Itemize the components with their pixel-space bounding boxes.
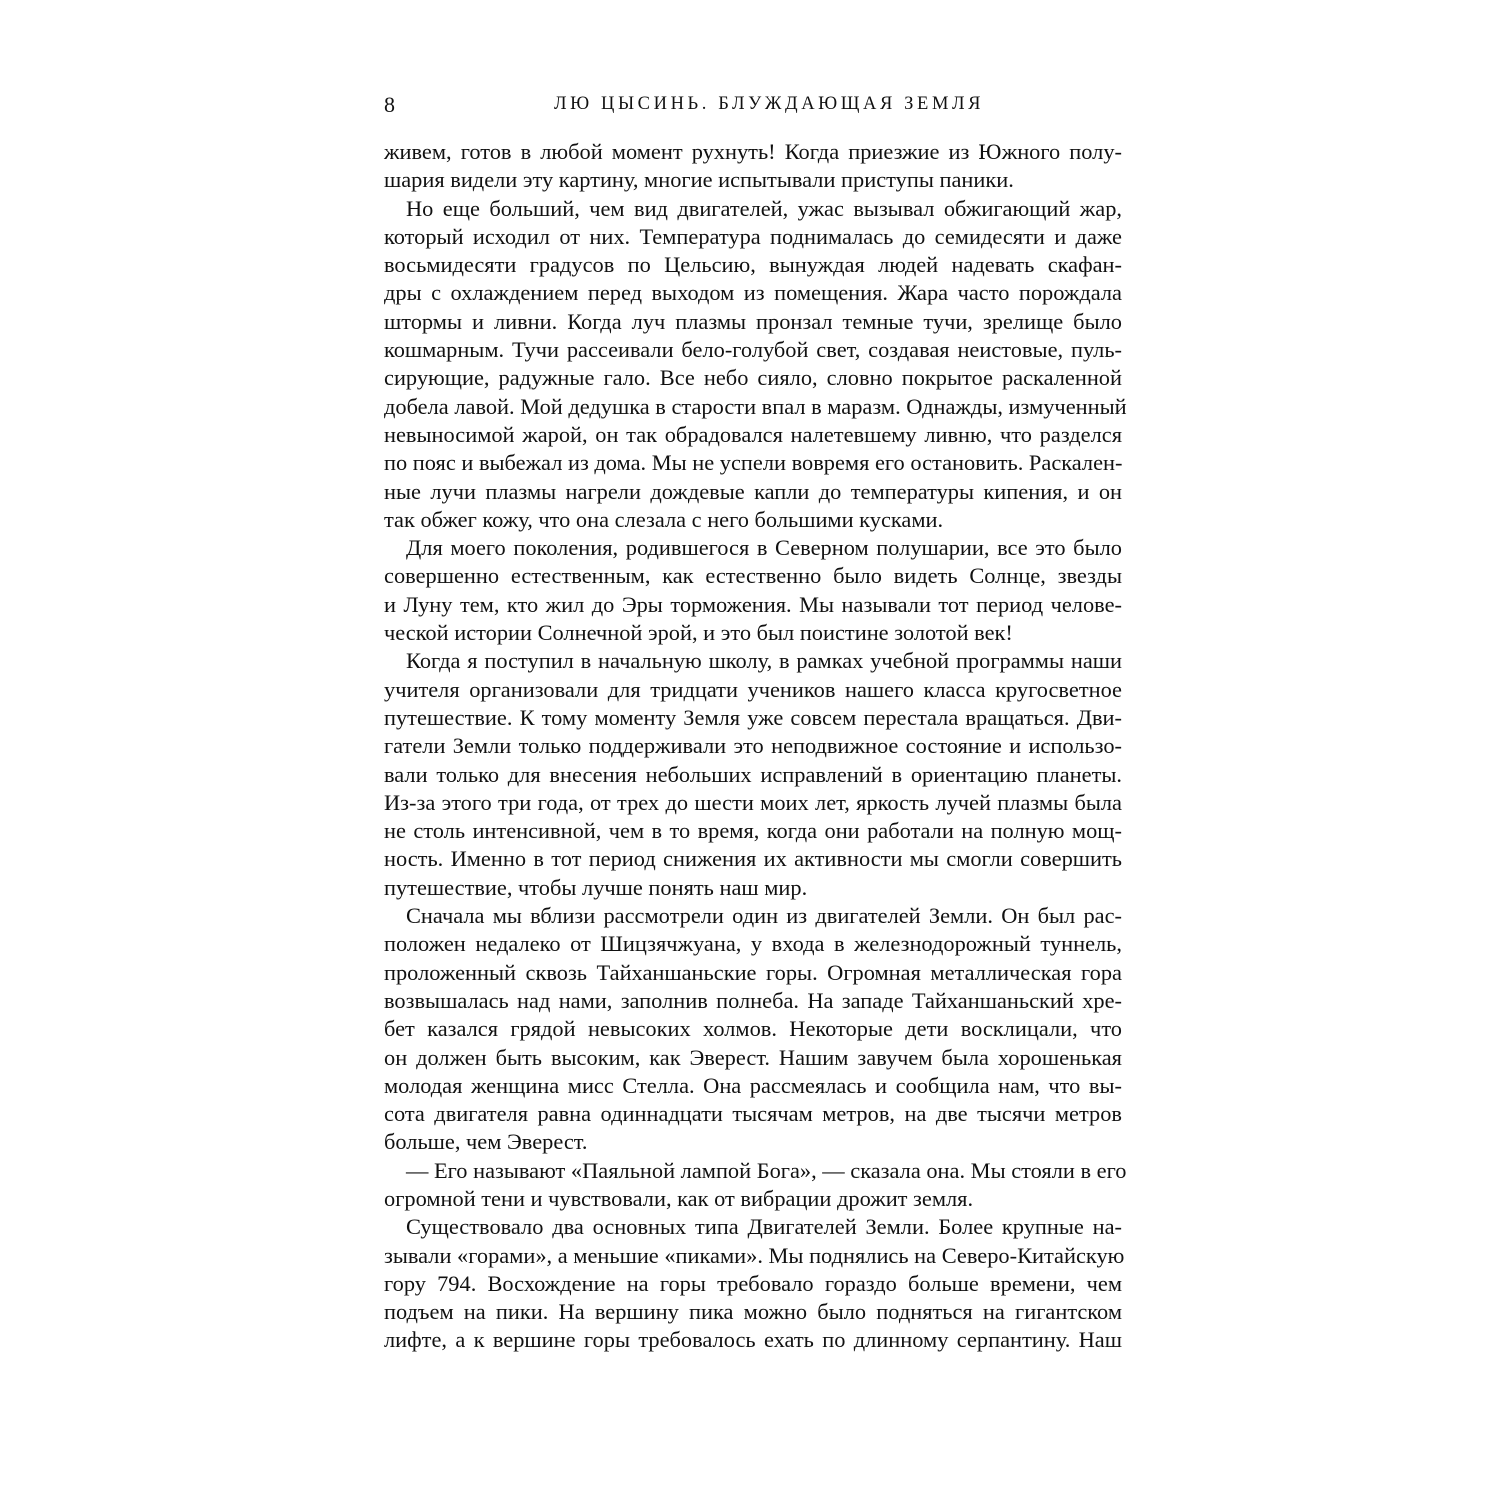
text-line: добела лавой. Мой дедушка в старости впал в маразм. Однажды, измученный xyxy=(384,393,1127,419)
text-line: кошмарным. Тучи рассеивали бело-голубой свет, создавая неистовые, пуль- xyxy=(384,337,1122,363)
text-line: восьмидесяти градусов по Цельсию, вынуждая людей надевать скафан- xyxy=(384,252,1122,278)
text-line: бет казался грядой невысоких холмов. Некоторые дети восклицали, что xyxy=(384,1016,1122,1042)
text-line: гору 794. Восхождение на горы требовало гораздо больше времени, чем xyxy=(384,1270,1122,1296)
text-line: ческой истории Солнечной эрой, и это был поистине золотой век! xyxy=(384,620,1013,646)
text-line: возвышалась над нами, заполнив полнеба. На западе Тайханшаньский хре- xyxy=(384,987,1122,1013)
paragraph-first-line: — Его называют «Паяльной лампой Бога», — сказала она. Мы стояли в его xyxy=(406,1157,1127,1183)
text-line: он должен быть высоким, как Эверест. Нашим завучем была хорошенькая xyxy=(384,1044,1122,1070)
text-line: шария видели эту картину, многие испытывали приступы паники. xyxy=(384,167,1014,193)
text-body xyxy=(384,138,1127,1355)
paragraph-first-line: Сначала мы вблизи рассмотрели один из двигателей Земли. Он был рас- xyxy=(406,903,1122,929)
paragraph-first-line: Когда я поступил в начальную школу, в рамках учебной программы наши xyxy=(406,648,1122,674)
text-line: штормы и ливни. Когда луч плазмы пронзал темные тучи, зрелище было xyxy=(384,308,1122,334)
text-line: живем, готов в любой момент рухнуть! Когда приезжие из Южного полу- xyxy=(384,139,1122,164)
text-line: который исходил от них. Температура поднималась до семидесяти и даже xyxy=(384,223,1122,249)
text-line: больше, чем Эверест. xyxy=(384,1129,588,1155)
page-number: 8 xyxy=(384,92,395,117)
text-line: не столь интенсивной, чем в то время, когда они работали на полную мощ- xyxy=(384,818,1122,844)
text-line: путешествие. К тому моменту Земля уже совсем перестала вращаться. Дви- xyxy=(384,704,1122,730)
text-line: ные лучи плазмы нагрели дождевые капли до температуры кипения, и он xyxy=(384,478,1122,504)
text-line: сирующие, радужные гало. Все небо сияло, словно покрытое раскаленной xyxy=(384,365,1122,391)
text-line: сота двигателя равна одиннадцати тысячам метров, на две тысячи метров xyxy=(384,1101,1122,1127)
text-line: гатели Земли только поддерживали это неподвижное состояние и использо- xyxy=(384,733,1122,759)
text-line: так обжег кожу, что она слезала с него большими кусками. xyxy=(384,506,944,532)
text-line: невыносимой жарой, он так обрадовался налетевшему ливню, что разделся xyxy=(384,421,1122,447)
text-line: зывали «горами», а меньшие «пиками». Мы поднялись на Северо-Китайскую xyxy=(384,1242,1125,1268)
text-line: подъем на пики. На вершину пика можно было подняться на гигантском xyxy=(384,1299,1122,1325)
paragraph-first-line: Для моего поколения, родившегося в Северном полушарии, все это было xyxy=(406,535,1122,561)
text-line: ность. Именно в тот период снижения их активности мы смогли совершить xyxy=(384,846,1122,872)
paragraph-first-line: Но еще больший, чем вид двигателей, ужас вызывал обжигающий жар, xyxy=(406,195,1122,221)
text-line: молодая женщина мисс Стелла. Она рассмеялась и сообщила нам, что вы- xyxy=(384,1072,1122,1098)
paragraph-first-line: Существовало два основных типа Двигателей Земли. Более крупные на- xyxy=(406,1214,1122,1240)
text-line: Из-за этого три года, от трех до шести моих лет, яркость лучей плазмы была xyxy=(384,789,1122,815)
text-line: огромной тени и чувствовали, как от вибрации дрожит земля. xyxy=(384,1185,974,1211)
text-line: лифте, а к вершине горы требовалось ехать по длинному серпантину. Наш xyxy=(384,1327,1122,1353)
text-line: учителя организовали для тридцати учеников нашего класса кругосветное xyxy=(384,676,1122,702)
text-line: и Луну тем, кто жил до Эры торможения. Мы называли тот период челове- xyxy=(384,591,1122,617)
text-line: вали только для внесения небольших исправлений в ориентацию планеты. xyxy=(384,761,1122,787)
book-page xyxy=(384,88,1127,1355)
text-line: положен недалеко от Шицзячжуана, у входа в железнодорожный туннель, xyxy=(384,931,1122,957)
text-line: путешествие, чтобы лучше понять наш мир. xyxy=(384,874,808,900)
book-title: ЛЮ ЦЫСИНЬ. БЛУЖДАЮЩАЯ ЗЕМЛЯ xyxy=(554,94,985,114)
text-line: дры с охлаждением перед выходом из помещения. Жара часто порождала xyxy=(384,280,1122,306)
text-line: совершенно естественным, как естественно было видеть Солнце, звезды xyxy=(384,563,1122,589)
text-line: проложенный сквозь Тайханшаньские горы. Огромная металлическая гора xyxy=(384,959,1122,985)
text-line: по пояс и выбежал из дома. Мы не успели вовремя его остановить. Раскален- xyxy=(384,450,1123,476)
running-head xyxy=(384,88,1122,128)
